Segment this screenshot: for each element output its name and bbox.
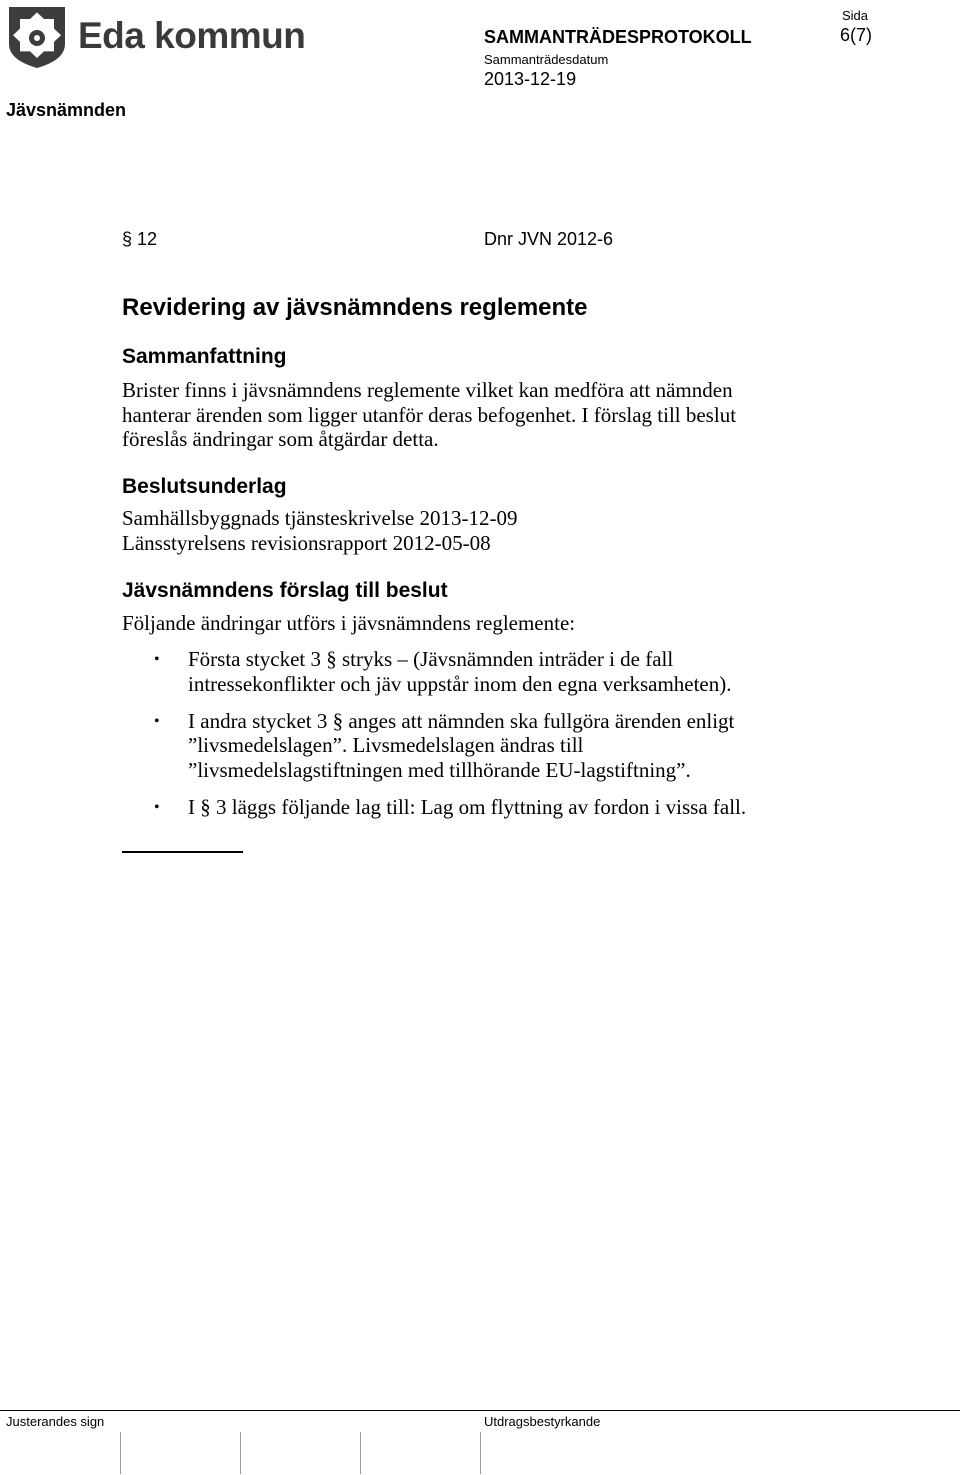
municipality-crest-logo: [6, 4, 68, 70]
proposal-intro: Följande ändringar utförs i jävsnämndens reglemente:: [122, 611, 576, 635]
end-of-item-divider: [122, 851, 243, 853]
meeting-date-value: 2013-12-19: [484, 69, 577, 89]
basis-list: [122, 506, 822, 555]
paragraph-number: [122, 228, 157, 250]
signature-box-divider: [480, 1432, 481, 1474]
adjuster-signature-label: Justerandes sign: [6, 1414, 105, 1429]
crest-icon: [6, 4, 68, 70]
list-item: • Första stycket 3 § stryks – (Jävsnämnden inträder i de fall intressekonflikter och jäv uppstår inom den egna verksamheten).: [154, 647, 732, 696]
committee-name: Jävsnämnden: [6, 100, 127, 120]
signature-box-divider: [240, 1432, 241, 1474]
section-sign: §: [122, 229, 133, 249]
list-item: • I § 3 läggs följande lag till: Lag om flyttning av fordon i vissa fall.: [154, 794, 747, 819]
page-label: Sida: [842, 8, 869, 23]
proposal-heading: Jävsnämndens förslag till beslut: [122, 579, 448, 602]
basis-document: Samhällsbyggnads tjänsteskrivelse 2013-12-09: [122, 506, 518, 530]
paragraph-number-value: 12: [137, 229, 158, 249]
bullet-icon: •: [154, 712, 160, 730]
basis-document: Länsstyrelsens revisionsrapport 2012-05-08: [122, 530, 491, 555]
proposal-bullet-list: [122, 647, 842, 832]
page-title: Revidering av jävsnämndens reglemente: [122, 294, 588, 321]
basis-heading: Beslutsunderlag: [122, 475, 287, 498]
list-item: • I andra stycket 3 § anges att nämnden ska fullgöra ärenden enligt ”livsmedelslagen”. Livsmedelslagen ändras till ”livsmedelslagstiftningen med tillhörande EU-lagstiftning”.: [154, 708, 735, 782]
summary-line: föreslås ändringar som åtgärdar detta.: [122, 427, 439, 451]
summary-line: hanterar ärenden som ligger utanför deras befogenhet. I förslag till beslut: [122, 402, 737, 427]
bullet-icon: •: [154, 651, 160, 668]
signature-box-divider: [120, 1432, 121, 1474]
summary-text: [122, 378, 822, 452]
signature-box-divider: [360, 1432, 361, 1474]
organization-name: Eda kommun: [78, 15, 306, 56]
document-type: SAMMANTRÄDESPROTOKOLL: [484, 27, 752, 47]
page-number: 6(7): [840, 25, 873, 45]
summary-line: Brister finns i jävsnämndens reglemente vilket kan medföra att nämnden: [122, 378, 733, 402]
case-number: Dnr JVN 2012-6: [484, 229, 614, 249]
meeting-date-label: Sammanträdesdatum: [484, 52, 609, 67]
extract-certification-label: Utdragsbestyrkande: [484, 1414, 601, 1429]
summary-heading: Sammanfattning: [122, 345, 287, 368]
bullet-icon: •: [154, 798, 160, 816]
